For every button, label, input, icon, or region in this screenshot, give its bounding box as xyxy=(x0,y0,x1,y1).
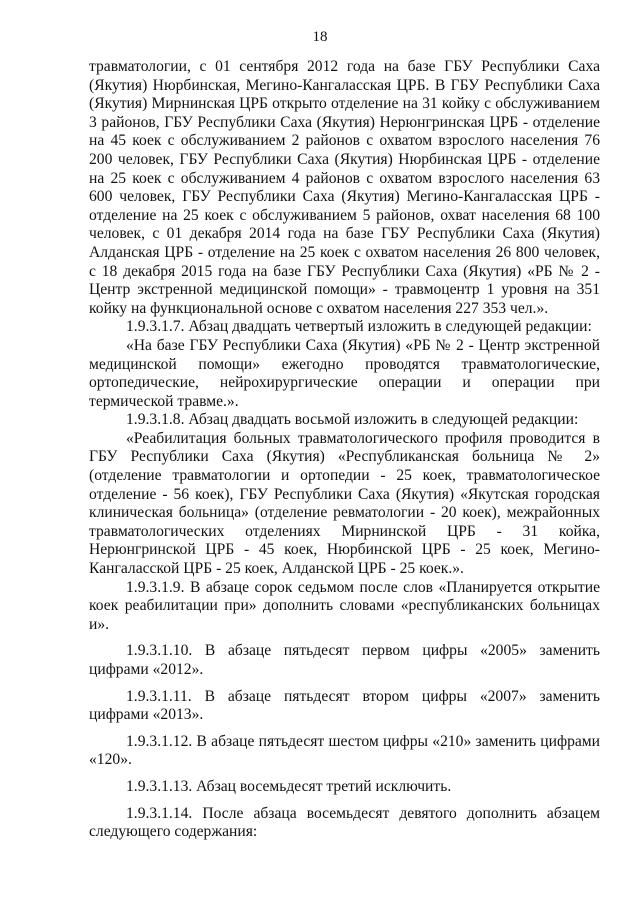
paragraph-item-1-9-3-1-10: 1.9.3.1.10. В абзаце пятьдесят первом цифры «2005» заменить цифрами «2012». xyxy=(89,642,600,678)
paragraph-item-1-9-3-1-8: 1.9.3.1.8. Абзац двадцать восьмой изложить в следующей редакции: xyxy=(126,411,579,429)
document-body xyxy=(89,58,600,842)
page-number: 18 xyxy=(312,29,328,45)
paragraph-item-1-9-3-1-13: 1.9.3.1.13. Абзац восемьдесят третий исключить. xyxy=(126,777,452,795)
paragraph-item-1-9-3-1-7: 1.9.3.1.7. Абзац двадцать четвертый изложить в следующей редакции: xyxy=(126,318,592,336)
paragraph-item-1-9-3-1-9: 1.9.3.1.9. В абзаце сорок седьмом после слов «Планируется открытие коек реабилитации при» дополнить словами «республиканских больницах и». xyxy=(89,578,600,633)
paragraph-item-1-9-3-1-14: 1.9.3.1.14. После абзаца восемьдесят девятого дополнить абзацем следующего содержания: xyxy=(89,804,600,841)
paragraph-quote-1: «На базе ГБУ Республики Саха (Якутия) «РБ № 2 - Центр экстренной медицинской помощи» ежегодно проводятся травматологические, ортопедические, нейрохирургические операции и операции при термической травме.». xyxy=(89,336,600,410)
paragraph-continued: травматологии, с 01 сентября 2012 года на базе ГБУ Республики Саха (Якутия) Нюрбинская, Мегино-Кангаласская ЦРБ. В ГБУ Республики Саха (Якутия) Мирнинская ЦРБ открыто отделение на 31 койку с обслуживанием 3 районов, ГБУ Республики Саха (Якутия) Нерюнгринская ЦРБ - отделение на 45 коек с обслуживанием 2 районов с охватом взрослого населения 76 200 человек, ГБУ Республики Саха (Якутия) Нюрбинская ЦРБ - отделение на 25 коек с обслуживанием 4 районов с охватом взрослого населения 63 600 человек, ГБУ Республики Саха (Якутия) Мегино-Кангаласская ЦРБ - отделение на 25 коек с обслуживанием 5 районов, охват населения 68 100 человек, с 01 декабря 2014 года на базе ГБУ Республики Саха (Якутия) Алданская ЦРБ - отделение на 25 коек с охватом населения 26 800 человек, с 18 декабря 2015 года на базе ГБУ Республики Саха (Якутия) «РБ № 2 - Центр экстренной медицинской помощи» - травмоцентр 1 уровня на 351 койку на функциональной основе с охватом населения 227 353 чел.». xyxy=(89,58,600,317)
paragraph-item-1-9-3-1-12: 1.9.3.1.12. В абзаце пятьдесят шестом цифры «210» заменить цифрами «120». xyxy=(89,732,600,769)
paragraph-item-1-9-3-1-11: 1.9.3.1.11. В абзаце пятьдесят втором цифры «2007» заменить цифрами «2013». xyxy=(89,687,600,724)
paragraph-quote-2: «Реабилитация больных травматологического профиля проводится в ГБУ Республики Саха (Якутия) «Республиканская больница № 2» (отделение травматологии и ортопедии - 25 коек, травматологическое отделение - 56 коек), ГБУ Республики Саха (Якутия) «Якутская городская клиническая больница» (отделение ревматологии - 20 коек), межрайонных травматологических отделениях Мирнинской ЦРБ - 31 койка, Нерюнгринской ЦРБ - 45 коек, Нюрбинской ЦРБ - 25 коек, Мегино-Кангаласской ЦРБ - 25 коек, Алданской ЦРБ - 25 коек.». xyxy=(89,429,600,578)
